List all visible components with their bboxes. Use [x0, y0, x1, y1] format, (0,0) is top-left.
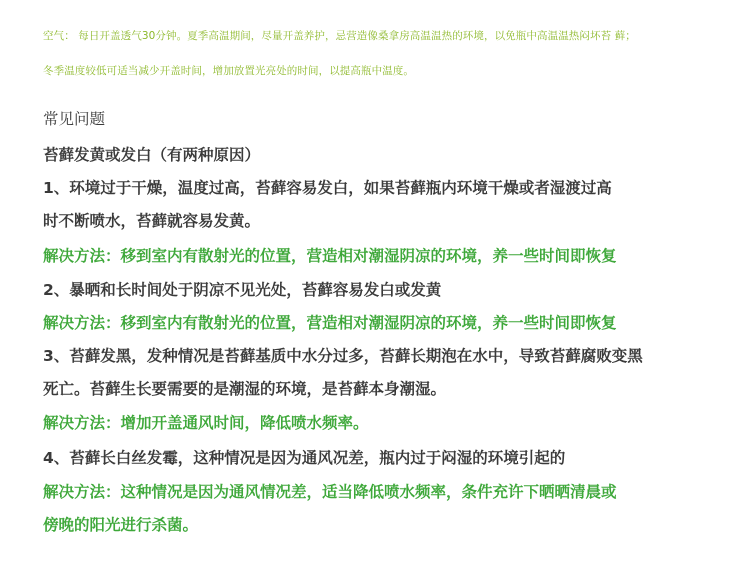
issue-1-text-b: 时不断喷水，苔藓就容易发黄。 [43, 212, 261, 230]
issue-1-text-a: 1、环境过于干燥，温度过高，苔藓容易发白，如果苔藓瓶内环境干燥或者湿渡过高 [43, 179, 612, 197]
faq-title: 常见问题 [43, 110, 106, 128]
solution-4-b: 傍晚的阳光进行杀菌。 [43, 516, 199, 534]
solution-3: 解决方法：增加开盖通风时间，降低喷水频率。 [43, 414, 369, 432]
issue-3-text-b: 死亡。苔藓生长要需要的是潮湿的环境，是苔藓本身潮湿。 [43, 380, 447, 398]
air-note-line-2: 冬季温度较低可适当减少开盖时间，增加放置光亮处的时间，以提高瓶中温度。 [43, 65, 414, 77]
issue-4-text: 4、苔藓长白丝发霉，这种情况是因为通风况差，瓶内过于闷湿的环境引起的 [43, 449, 566, 467]
air-note-line-1: 空气： 每日开盖透气30分钟。夏季高温期间，尽量开盖养护，忌营造像桑拿房高温温热的环境，以免瓶中高温温热闷坏苔 藓； [43, 30, 636, 42]
solution-4-a: 解决方法：这种情况是因为通风情况差，适当降低喷水频率，条件充许下晒晒清晨或 [43, 483, 617, 501]
solution-1: 解决方法：移到室内有散射光的位置，营造相对潮湿阴凉的环境，养一些时间即恢复 [43, 247, 617, 265]
solution-2: 解决方法：移到室内有散射光的位置，营造相对潮湿阴凉的环境，养一些时间即恢复 [43, 314, 617, 332]
faq-subtitle: 苔藓发黄或发白（有两种原因） [43, 146, 261, 164]
issue-3-text-a: 3、苔藓发黑，发种情况是苔藓基质中水分过多，苔藓长期泡在水中，导致苔藓腐败变黑 [43, 347, 643, 365]
issue-2-text: 2、暴晒和长时间处于阴凉不见光处，苔藓容易发白或发黄 [43, 281, 442, 299]
